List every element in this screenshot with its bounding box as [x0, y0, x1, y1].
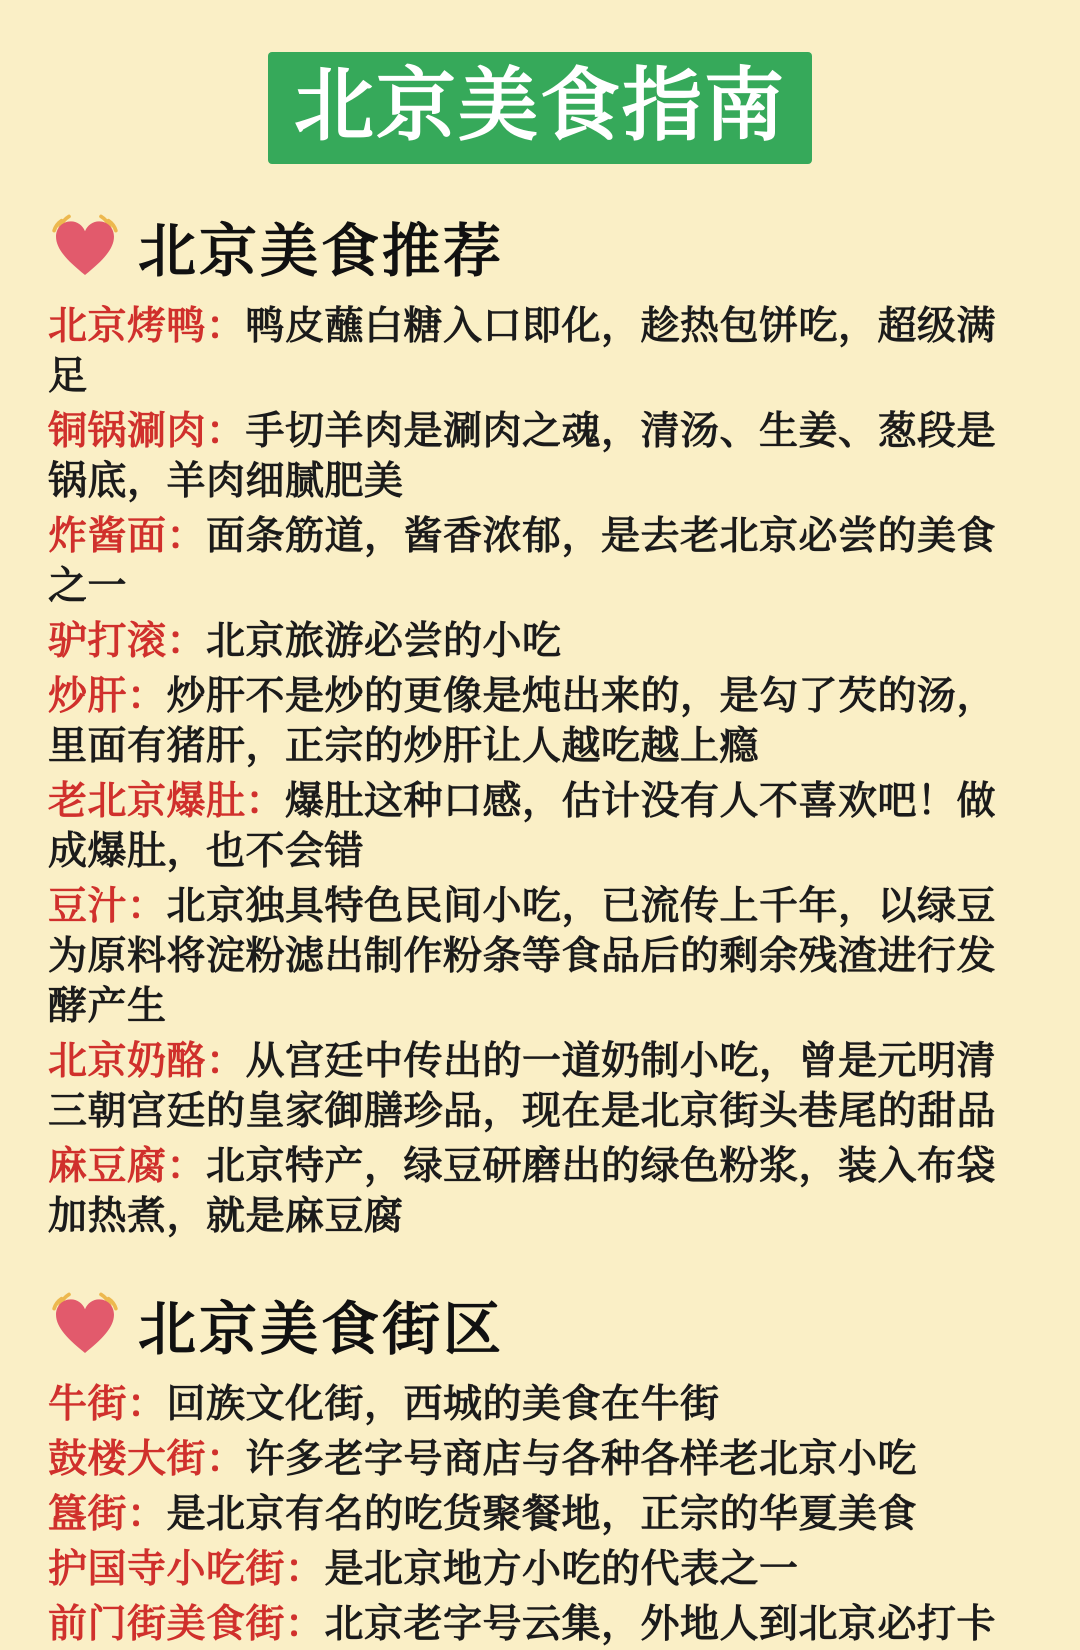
list-item — [48, 617, 1032, 667]
item-label: 老北京爆肚： — [48, 780, 286, 823]
list-item — [48, 1380, 1032, 1430]
item-label: 护国寺小吃街： — [48, 1548, 325, 1591]
item-description: 北京旅游必尝的小吃 — [206, 620, 562, 663]
title-banner — [268, 52, 812, 164]
item-description: 北京独具特色民间小吃，已流传上千年，以绿豆为原料将淀粉滤出制作粉条等食品后的剩余残渣进行发酵产生 — [48, 885, 997, 1028]
list-item — [48, 1600, 1032, 1650]
item-label: 牛街： — [48, 1383, 167, 1426]
item-label: 鼓楼大街： — [48, 1438, 246, 1481]
list-item — [48, 1490, 1032, 1540]
item-description: 鸭皮蘸白糖入口即化，趁热包饼吃，超级满足 — [48, 305, 997, 398]
item-description: 北京老字号云集，外地人到北京必打卡 — [324, 1603, 997, 1646]
section — [48, 204, 1032, 1242]
item-label: 北京奶酪： — [48, 1040, 246, 1083]
list-item — [48, 407, 1032, 507]
list-item — [48, 1435, 1032, 1485]
item-label: 炸酱面： — [48, 515, 207, 558]
item-label: 炒肝： — [48, 675, 167, 718]
item-description: 许多老字号商店与各种各样老北京小吃 — [245, 1438, 918, 1481]
list-item — [48, 882, 1032, 1032]
beating-heart-icon — [48, 212, 122, 280]
content — [0, 204, 1080, 1650]
section-header — [48, 204, 1032, 288]
item-description: 北京特产，绿豆研磨出的绿色粉浆，装入布袋加热煮，就是麻豆腐 — [48, 1145, 997, 1238]
page-title: 北京美食指南 — [294, 61, 786, 150]
item-description: 面条筋道，酱香浓郁，是去老北京必尝的美食之一 — [48, 515, 997, 608]
item-description: 爆肚这种口感，估计没有人不喜欢吧！做成爆肚，也不会错 — [48, 780, 997, 873]
item-label: 铜锅涮肉： — [48, 410, 246, 453]
section — [48, 1282, 1032, 1650]
list-item — [48, 672, 1032, 772]
list-item — [48, 1142, 1032, 1242]
section-items — [48, 1380, 1032, 1650]
section-heading: 北京美食街区 — [138, 1297, 505, 1362]
beating-heart-icon — [48, 1290, 122, 1358]
list-item — [48, 777, 1032, 877]
item-label: 北京烤鸭： — [48, 305, 246, 348]
item-description: 从宫廷中传出的一道奶制小吃，曾是元明清三朝宫廷的皇家御膳珍品，现在是北京街头巷尾的甜品 — [48, 1040, 997, 1133]
item-description: 是北京地方小吃的代表之一 — [324, 1548, 799, 1591]
item-description: 手切羊肉是涮肉之魂，清汤、生姜、葱段是锅底，羊肉细腻肥美 — [48, 410, 997, 503]
list-item — [48, 302, 1032, 402]
item-label: 驴打滚： — [48, 620, 207, 663]
section-items — [48, 302, 1032, 1242]
item-label: 麻豆腐： — [48, 1145, 207, 1188]
item-label: 簋街： — [48, 1493, 167, 1536]
item-description: 是北京有名的吃货聚餐地，正宗的华夏美食 — [166, 1493, 918, 1536]
list-item — [48, 1037, 1032, 1137]
item-label: 前门街美食街： — [48, 1603, 325, 1646]
item-description: 回族文化街，西城的美食在牛街 — [166, 1383, 720, 1426]
list-item — [48, 1545, 1032, 1595]
list-item — [48, 512, 1032, 612]
section-header — [48, 1282, 1032, 1366]
item-description: 炒肝不是炒的更像是炖出来的，是勾了芡的汤，里面有猪肝，正宗的炒肝让人越吃越上瘾 — [48, 675, 997, 768]
item-label: 豆汁： — [48, 885, 167, 928]
section-heading: 北京美食推荐 — [138, 219, 505, 284]
